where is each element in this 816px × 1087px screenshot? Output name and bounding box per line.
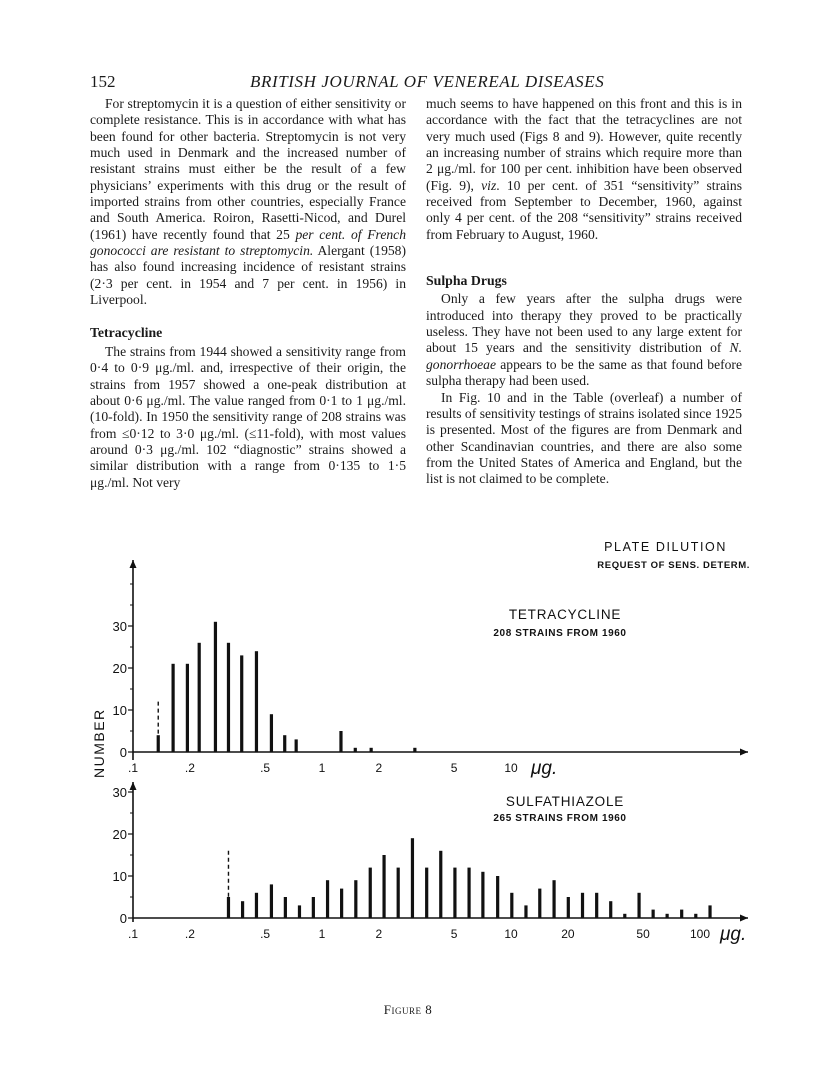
- bar: [255, 893, 258, 918]
- bar: [270, 714, 273, 752]
- bar: [227, 643, 230, 752]
- y-tick-label: 30: [112, 619, 127, 634]
- bar: [623, 914, 626, 918]
- text-run: Alergant (1958) has also found increasing incidence of resistant strains (2·3 per cent. in 1954 and 7 per cent. in 1956) in Liverpool.: [90, 243, 406, 308]
- x-axis-unit-label: μg.: [531, 758, 558, 779]
- bar: [467, 868, 470, 918]
- bar: [481, 872, 484, 918]
- chart-subtitle: 265 STRAINS FROM 1960: [493, 813, 627, 824]
- chart-title: TETRACYCLINE: [508, 607, 622, 622]
- x-tick-label: 20: [561, 927, 575, 941]
- bar: [270, 884, 273, 918]
- tetracycline-paragraph: The strains from 1944 showed a sensitivity range from 0·4 to 0·9 μg./ml. and, irrespective of their origin, the strains from 1957 showed a one-peak distribution at about 0·6 μg./ml. The value ranged from 0·1 to 1 μg./ml. (10-fold). In 1950 the sensitivity range of 208 strains was from ≤0·12 to 3·0 μg./ml. (≤11-fold), with most values around 0·3 μg./ml. 102 “diagnostic” strains showed a similar distribution with a range from 0·135 to 1·5 μg./ml. Not very: [90, 343, 406, 490]
- bar: [354, 880, 357, 918]
- x-tick-label: .1: [127, 761, 139, 775]
- chart-subtitle: 208 STRAINS FROM 1960: [493, 628, 627, 639]
- x-tick-label: 5: [450, 761, 458, 775]
- italic-run: viz: [481, 177, 497, 193]
- chart-header-line1: PLATE DILUTION: [604, 540, 727, 554]
- text-run: appears to be the same as that found before sulpha therapy had been used.: [426, 356, 742, 389]
- bar: [637, 893, 640, 918]
- italic-run: per cent. of French gonococci are resistant to streptomycin.: [90, 226, 406, 259]
- bar: [666, 914, 669, 918]
- bar: [214, 622, 217, 752]
- x-axis-arrow-icon: [740, 915, 748, 922]
- bar: [538, 889, 541, 918]
- bar: [609, 901, 612, 918]
- y-axis-label: NUMBER: [91, 708, 107, 778]
- bar: [326, 880, 329, 918]
- x-tick-label: .2: [184, 761, 195, 775]
- y-tick-label: 0: [119, 911, 127, 926]
- y-tick-label: 20: [112, 661, 127, 676]
- bar: [382, 855, 385, 918]
- x-tick-label: 10: [504, 761, 518, 775]
- bar: [439, 851, 442, 918]
- x-tick-label: 1: [318, 761, 326, 775]
- bar: [295, 739, 298, 752]
- x-tick-label: 1: [318, 927, 326, 941]
- x-axis-arrow-icon: [740, 749, 748, 756]
- figure-caption: Figure 8: [383, 1002, 433, 1017]
- bar: [298, 905, 301, 918]
- x-tick-label: 2: [375, 927, 383, 941]
- chart-header-line2: REQUEST OF SENS. DETERM.: [597, 560, 750, 571]
- bar: [510, 893, 513, 918]
- bar: [339, 731, 342, 752]
- journal-title: BRITISH JOURNAL OF VENEREAL DISEASES: [250, 72, 605, 91]
- bar: [567, 897, 570, 918]
- chart-title: SULFATHIAZOLE: [505, 794, 625, 809]
- x-tick-label: .5: [260, 761, 271, 775]
- x-tick-label: .2: [184, 927, 195, 941]
- y-tick-label: 30: [112, 785, 127, 800]
- bar: [255, 651, 258, 752]
- bar: [680, 910, 683, 918]
- bar: [708, 905, 711, 918]
- bar: [198, 643, 201, 752]
- bar: [284, 897, 287, 918]
- bar: [370, 748, 373, 752]
- x-tick-label: 100: [689, 927, 711, 941]
- x-tick-label: 50: [636, 927, 650, 941]
- text-run: For streptomycin it is a question of either sensitivity or complete resistance. This is in accordance with what has been found for other bacteria. Streptomycin is not very much used in Denmark and the increased number of resistant strains must either be the result of a few physicians’ experiments with this drug or the result of imported strains from other countries, especially France and South America. Roiron, Rasetti-Nicod, and Durel (1961) have recently found that 25: [90, 96, 406, 242]
- section-heading-sulpha-drugs: Sulpha Drugs: [426, 273, 507, 289]
- x-tick-label: 10: [504, 927, 518, 941]
- bar: [413, 748, 416, 752]
- text-run: much seems to have happened on this front and this is in accordance with the fact that the tetracyclines are not very much used (Figs 8 and 9). However, quite recently an increasing number of strains which require more than 2 μg./ml. for 100 per cent. inhibition have been observed (Fig. 9),: [426, 96, 742, 193]
- bar: [425, 868, 428, 918]
- bar: [652, 910, 655, 918]
- text-run: Only a few years after the sulpha drugs were introduced into therapy they proved to be practically useless. They have not been used to any large extent for about 15 years and the sensitivity distribution of: [426, 291, 742, 356]
- text-run: . 10 per cent. of 351 “sensitivity” strains received from September to December, 1960, against only 4 per cent. of the 208 “sensitivity” strains received from February to August, 1960.: [426, 177, 743, 242]
- fig10-paragraph: In Fig. 10 and in the Table (overleaf) a number of results of sensitivity testings of strains isolated since 1925 is presented. Most of the figures are from Denmark and other Scandinavian countries, and there are also some from the United States of America and England, but the list is not claimed to be complete.: [426, 389, 742, 487]
- bar: [241, 901, 244, 918]
- bar: [552, 880, 555, 918]
- bar: [496, 876, 499, 918]
- y-axis-arrow-icon: [130, 560, 137, 568]
- bar: [524, 905, 527, 918]
- italic-run: N. gonorrhoeae: [426, 340, 742, 372]
- x-tick-label: .1: [127, 927, 139, 941]
- bar: [240, 655, 243, 752]
- section-heading-tetracycline: Tetracycline: [90, 325, 163, 341]
- bar: [453, 868, 456, 918]
- y-tick-label: 10: [112, 869, 127, 884]
- y-tick-label: 20: [112, 827, 127, 842]
- bar: [369, 868, 372, 918]
- bar: [172, 664, 175, 752]
- x-tick-label: .5: [260, 927, 271, 941]
- y-tick-label: 0: [119, 745, 127, 760]
- bar: [312, 897, 315, 918]
- bar: [581, 893, 584, 918]
- y-axis-arrow-icon: [130, 782, 137, 790]
- x-tick-label: 5: [450, 927, 458, 941]
- bar: [694, 914, 697, 918]
- x-tick-label: 2: [375, 761, 383, 775]
- page-number: 152: [90, 72, 116, 91]
- y-tick-label: 10: [112, 703, 127, 718]
- bar: [397, 868, 400, 918]
- bar: [340, 889, 343, 918]
- bar: [411, 838, 414, 918]
- x-axis-unit-label: μg.: [720, 924, 747, 945]
- bar: [354, 748, 357, 752]
- bar: [186, 664, 189, 752]
- bar: [283, 735, 286, 752]
- bar: [595, 893, 598, 918]
